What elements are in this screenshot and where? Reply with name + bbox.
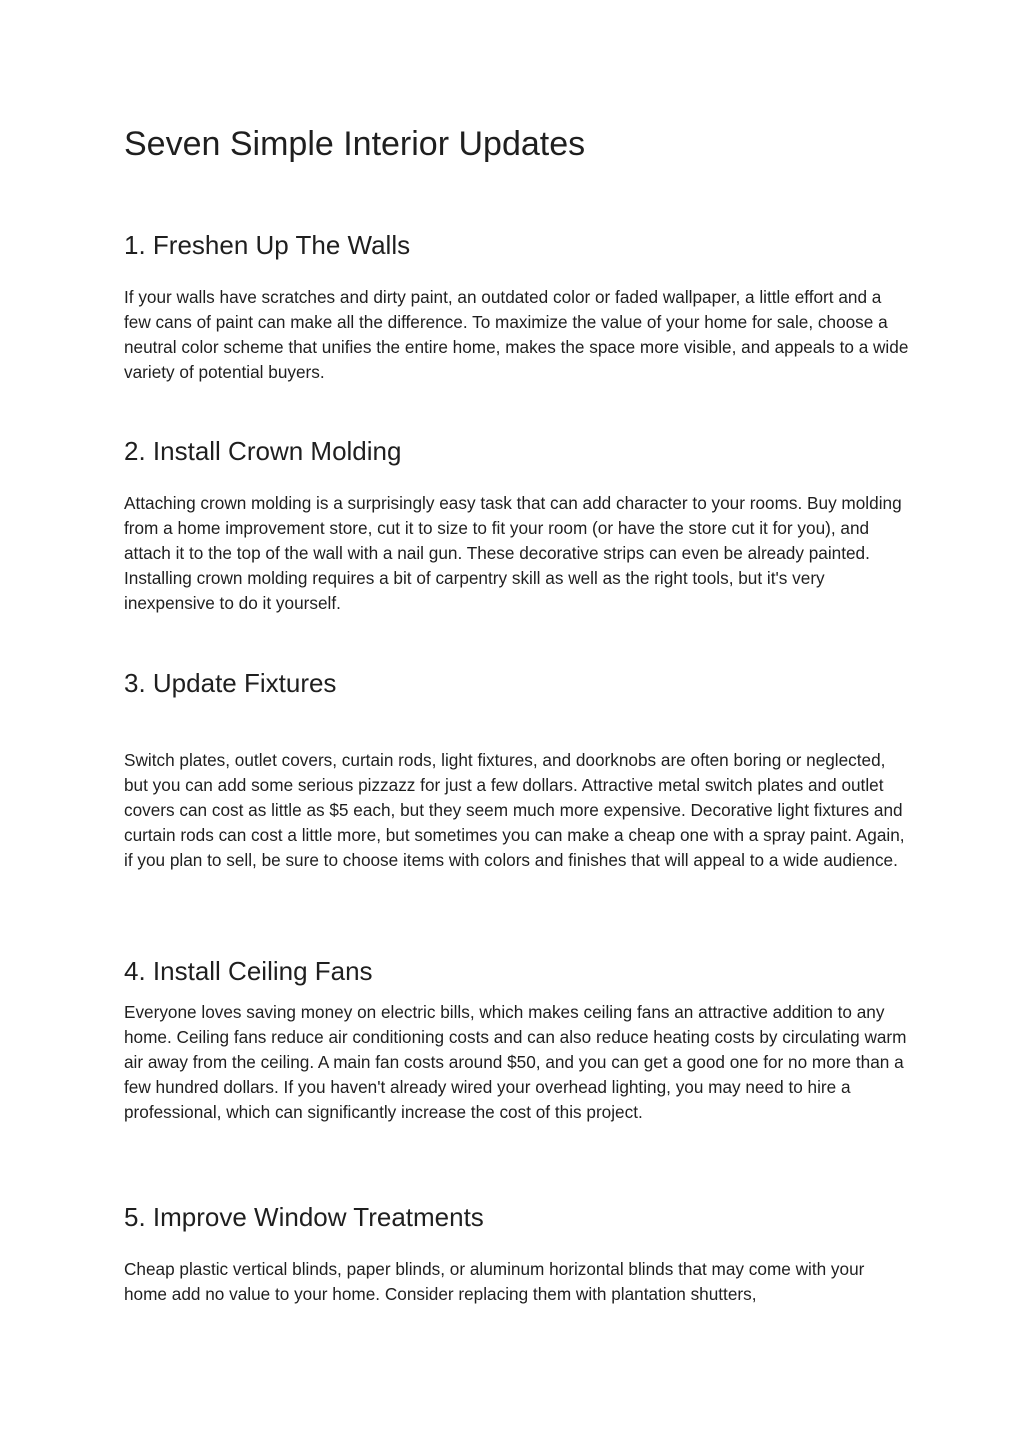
- section-body-update-fixtures: Switch plates, outlet covers, curtain rods, light fixtures, and doorknobs are often boring or neglected, but you can add some serious pizzazz for just a few dollars. Attractive metal switch plates and outlet covers can cost as little as $5 each, but they seem much more expensive. Decorative light fixtures and curtain rods can cost a little more, but sometimes you can make a cheap one with a spray paint. Again, if you plan to sell, be sure to choose items with colors and finishes that will appeal to a wide audience.: [124, 750, 905, 870]
- section-body-ceiling-fans: Everyone loves saving money on electric bills, which makes ceiling fans an attractive addition to any home. Ceiling fans reduce air conditioning costs and can also reduce heating costs by circulating warm air away from the ceiling. A main fan costs around $50, and you can get a good one for no more than a few hundred dollars. If you haven't already wired your overhead lighting, you may need to hire a professional, which can significantly increase the cost of this project.: [124, 1002, 907, 1122]
- document-title: Seven Simple Interior Updates: [124, 125, 586, 163]
- section-heading-crown-molding: 2. Install Crown Molding: [124, 436, 402, 466]
- section-heading-freshen-walls: 1. Freshen Up The Walls: [124, 230, 411, 260]
- section-body-crown-molding: Attaching crown molding is a surprisingly easy task that can add character to your rooms. Buy molding from a home improvement store, cut it to size to fit your room (or have the store cut it for you), and attach it to the top of the wall with a nail gun. These decorative strips can even be already painted. Installing crown molding requires a bit of carpentry skill as well as the right tools, but it's very inexpensive to do it yourself.: [124, 493, 902, 613]
- section-body-window-treatments: Cheap plastic vertical blinds, paper blinds, or aluminum horizontal blinds that may come with your home add no value to your home. Consider replacing them with plantation shutters,: [124, 1259, 865, 1304]
- section-heading-window-treatments: 5. Improve Window Treatments: [124, 1202, 484, 1232]
- section-heading-update-fixtures: 3. Update Fixtures: [124, 668, 337, 698]
- section-heading-ceiling-fans: 4. Install Ceiling Fans: [124, 956, 373, 986]
- section-body-freshen-walls: If your walls have scratches and dirty paint, an outdated color or faded wallpaper, a little effort and a few cans of paint can make all the difference. To maximize the value of your home for sale, choose a neutral color scheme that unifies the entire home, makes the space more visible, and appeals to a wide variety of potential buyers.: [124, 287, 909, 382]
